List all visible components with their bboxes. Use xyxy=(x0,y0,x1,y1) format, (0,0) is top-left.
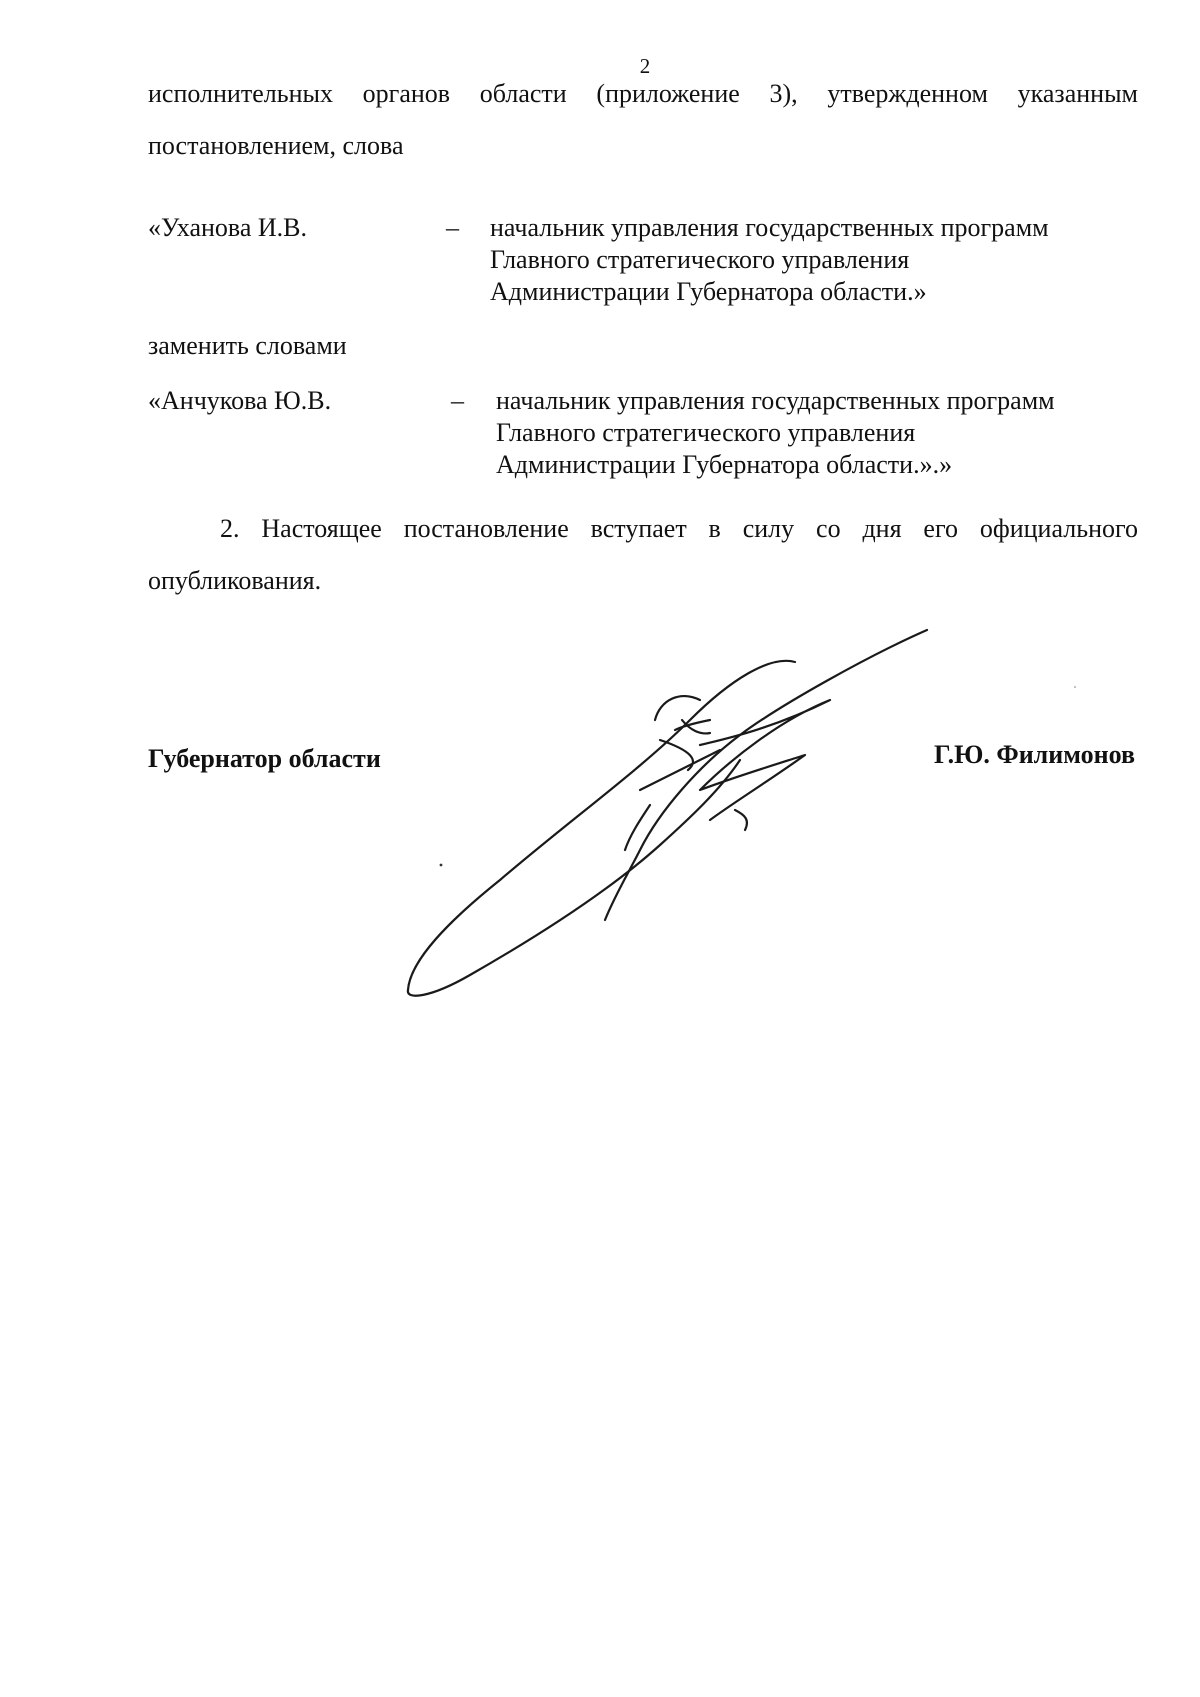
paragraph-effective: 2. Настоящее постановление вступает в силу со дня его официального опубликования. xyxy=(148,514,1138,595)
entry-new-desc-line: Администрации Губернатора области.».» xyxy=(496,450,953,479)
entry-old-description xyxy=(490,212,1130,308)
signatory-title: Губернатор области xyxy=(148,744,381,773)
page-number: 2 xyxy=(639,54,651,78)
entry-old-desc-line: Администрации Губернатора области.» xyxy=(490,277,927,306)
entry-new-dash: – xyxy=(451,386,464,415)
entry-new-desc-line: Главного стратегического управления xyxy=(496,418,916,447)
entry-old-desc-line: начальник управления государственных программ xyxy=(490,213,1049,242)
paragraph-intro-line1: исполнительных органов области (приложение 3), утвержденном указанным xyxy=(148,79,1138,108)
paragraph-intro-line2: постановлением, слова xyxy=(148,131,404,160)
entry-new-name: «Анчукова Ю.В. xyxy=(148,386,332,415)
entry-new-description xyxy=(496,385,1136,481)
entry-new-desc-line: начальник управления государственных программ xyxy=(496,386,1055,415)
signatory-name: Г.Ю. Филимонов xyxy=(933,740,1135,769)
replace-text: заменить словами xyxy=(148,331,347,360)
entry-old-desc-line: Главного стратегического управления xyxy=(490,245,910,274)
entry-old-name: «Уханова И.В. xyxy=(148,213,308,242)
paragraph-intro xyxy=(148,68,1138,172)
entry-old-dash: – xyxy=(446,213,459,242)
